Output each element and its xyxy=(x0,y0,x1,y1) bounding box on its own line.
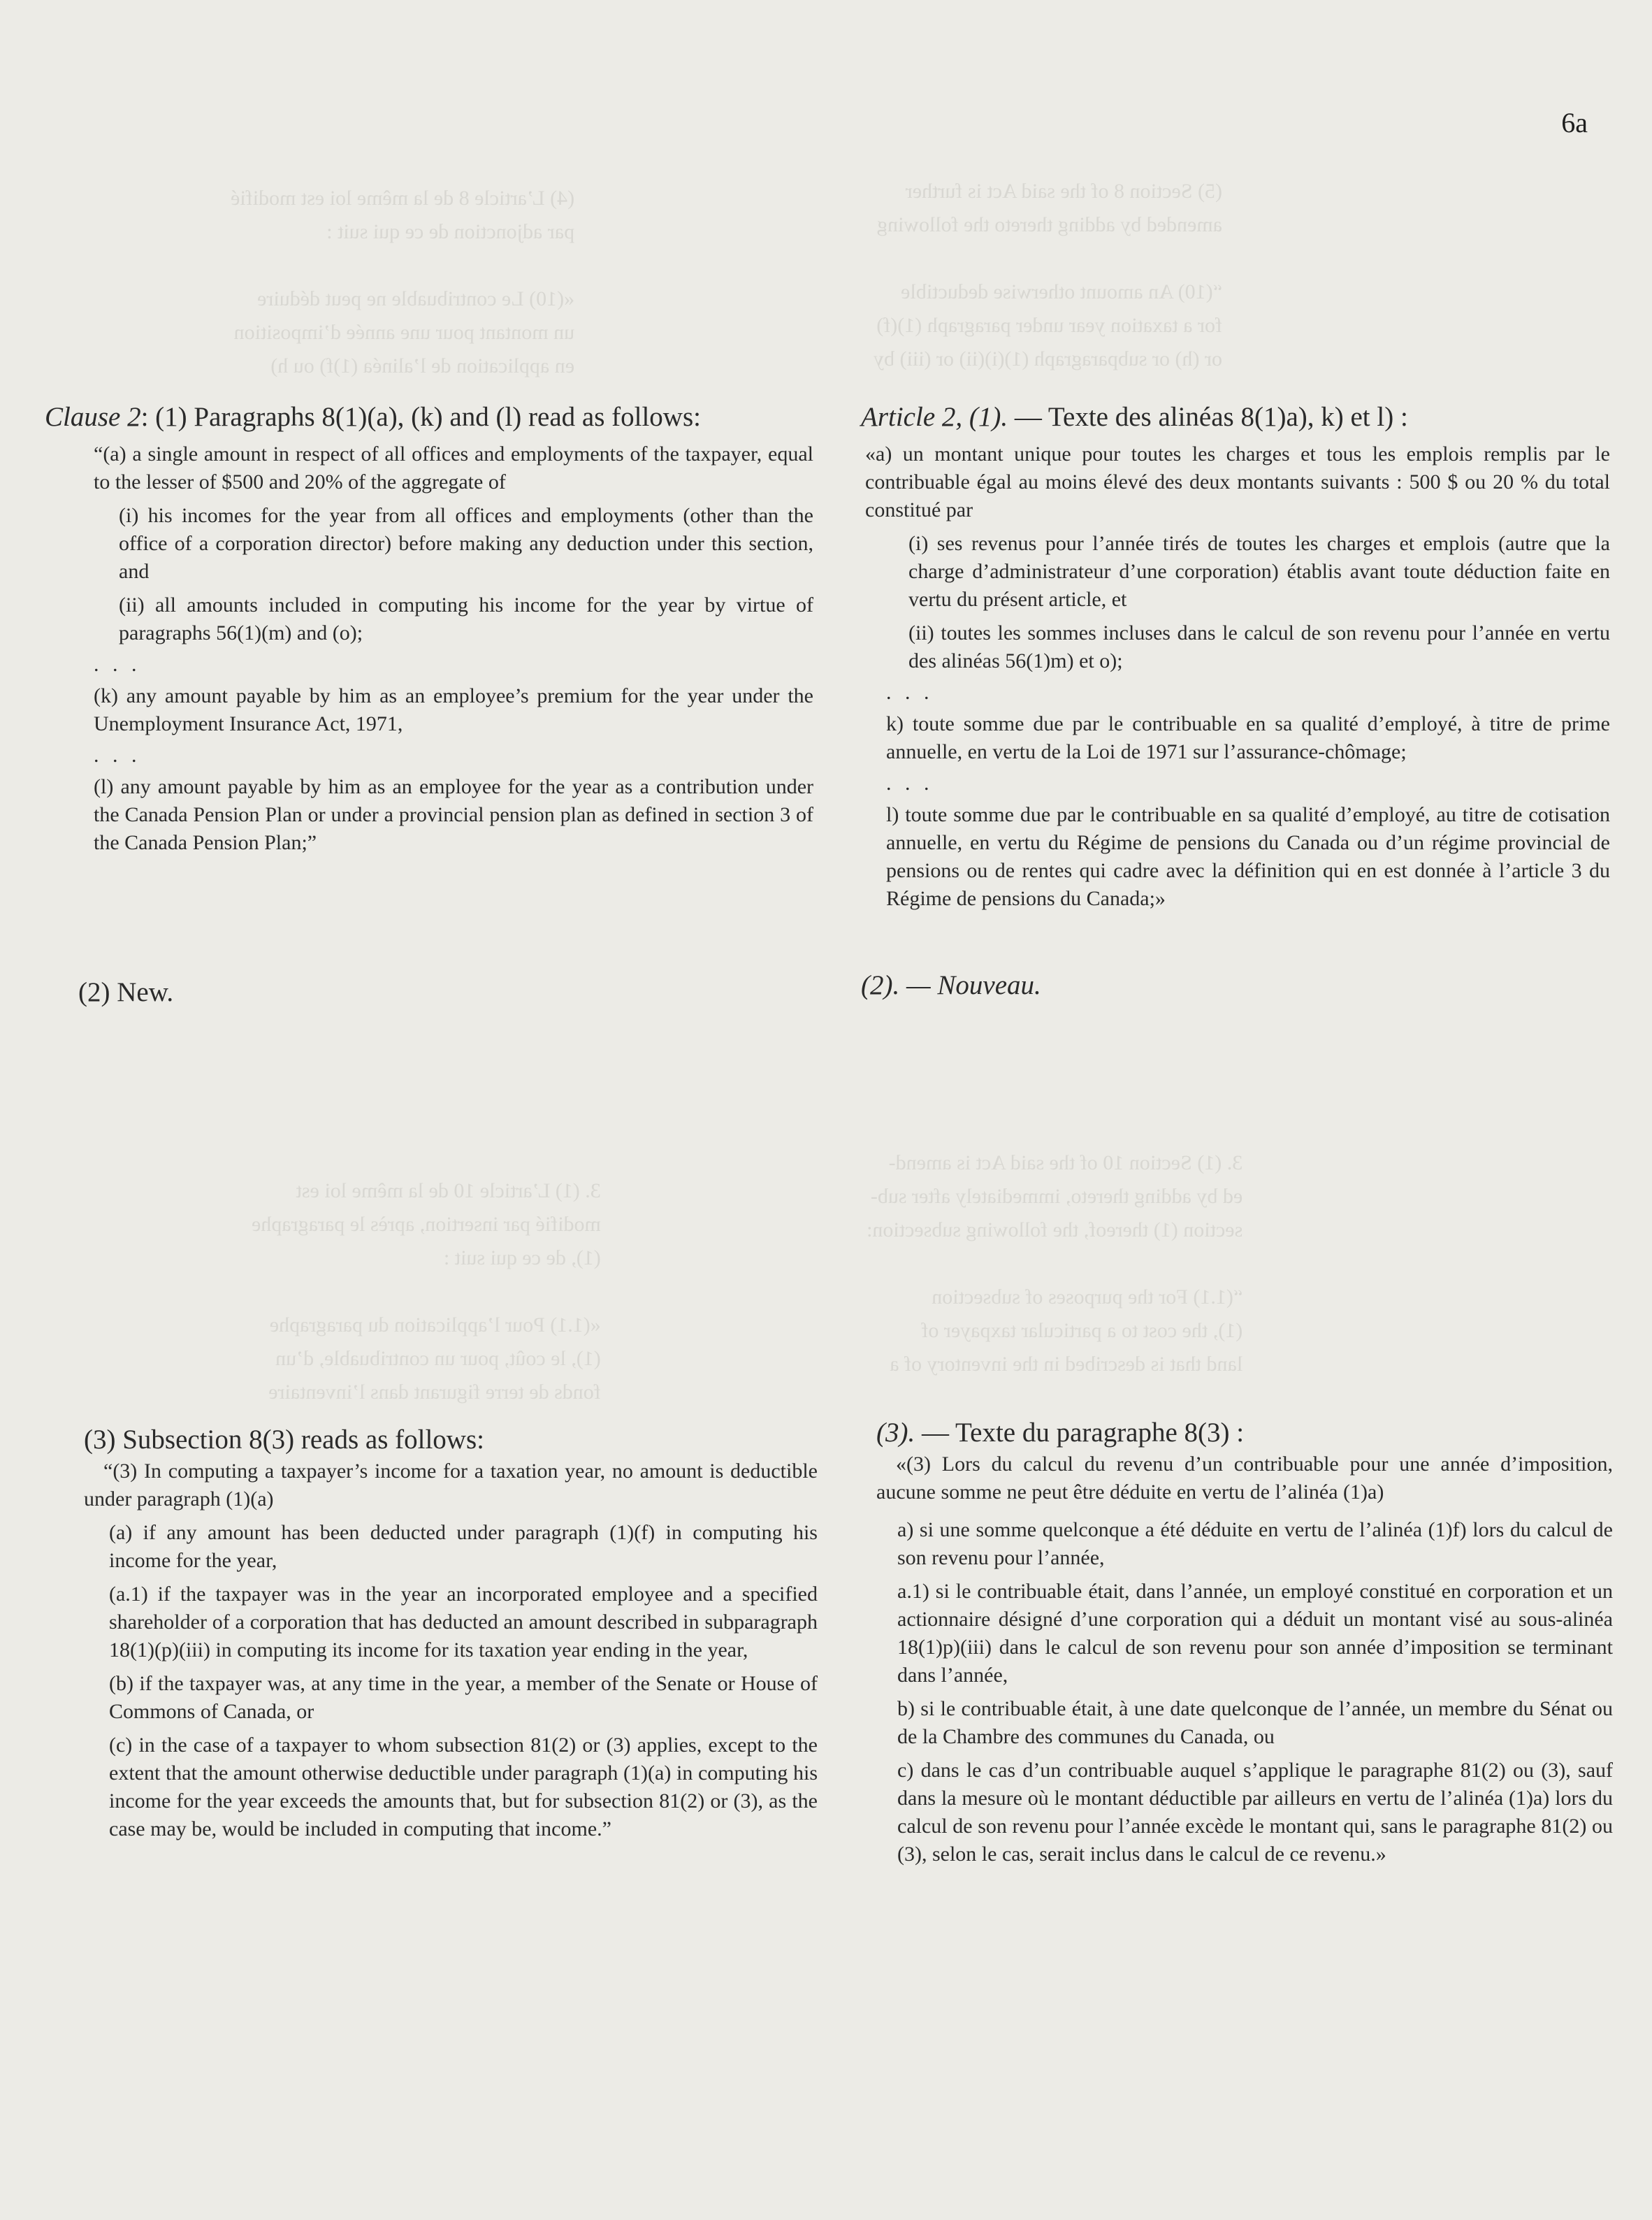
paragraph-a: “(a) a single amount in respect of all offices and employments of the taxpayer, equal to the lesser of $500 and 20% of the aggregate of xyxy=(94,442,813,493)
article-label: Article 2, (1). xyxy=(861,402,1008,432)
subsection-2-new: (2) New. xyxy=(78,977,174,1007)
paragraph-b: (b) if the taxpayer was, at any time in the year, a member of the Senate or House of Commons of Canada, or xyxy=(109,1672,818,1723)
alinea-c: c) dans le cas d’un contribuable auquel s’applique le paragraphe 81(2) ou (3), sauf dans la mesure où le montant déductible par ailleurs en vertu de l’alinéa (1)a) lors du calcul de son revenu pour l’année excède le montant qui, sans le paragraphe 81(2) ou (3), selon le cas, serait inclus dans le calcul de ce revenu.» xyxy=(897,1759,1613,1866)
clause-label: Clause 2 xyxy=(45,402,141,432)
ellipsis: . . . xyxy=(94,744,141,767)
paragraphe3-heading xyxy=(876,1415,1613,1450)
subparagraph-a-i: (i) his incomes for the year from all offices and employments (other than the office of a corporation director) before making any deduction under this section, and xyxy=(119,504,813,583)
subparagraph-a-ii: (ii) all amounts included in computing his income for the year by virtue of paragraphs 56(1)(m) and (o); xyxy=(119,593,813,644)
clause2-english xyxy=(45,400,813,857)
subsection3-intro: “(3) In computing a taxpayer’s income for a taxation year, no amount is deductible under paragraph (1)(a) xyxy=(84,1459,818,1511)
ellipsis: . . . xyxy=(886,681,934,704)
paragraphe3-label: (3). xyxy=(876,1418,915,1448)
subsection3-heading: (3) Subsection 8(3) reads as follows: xyxy=(84,1425,484,1455)
paragraph-k: (k) any amount payable by him as an employee’s premium for the year under the Unemployment Insurance Act, 1971, xyxy=(94,684,813,735)
alinea-a: a) si une somme quelconque a été déduite en vertu de l’alinéa (1)f) lors du calcul de son revenu pour l’année, xyxy=(897,1518,1613,1569)
subsection3-english xyxy=(84,1422,818,1843)
paragraph-l: (l) any amount payable by him as an employee for the year as a contribution under the Canada Pension Plan or under a provincial pension plan as defined in section 3 of the Canada Pension Plan;” xyxy=(94,775,813,854)
article2-heading xyxy=(861,400,1610,435)
paragraphe3-intro: «(3) Lors du calcul du revenu d’un contribuable pour une année d’imposition, aucune somme ne peut être déduite en vertu de l’alinéa (1)a) xyxy=(876,1453,1613,1504)
paragraph-a1: (a.1) if the taxpayer was in the year an incorporated employee and a specified shareholder of a corporation that has deducted an amount described in subparagraph 18(1)(p)(iii) in computing its income for its taxation year ending in the year, xyxy=(109,1583,818,1662)
clause2-heading xyxy=(45,400,813,435)
alinea-a1: a.1) si le contribuable était, dans l’année, un employé constitué en corporation et un actionnaire désigné d’une corporation qui a déduit un montant visé au sous-alinéa 18(1)p)(iii) dans le calcul de son revenu pour son année d’imposition se terminant dans l’année, xyxy=(897,1580,1613,1687)
bleed-through: 3. (1) L’article 10 de la même loi est modifié par insertion, après le paragraphe (1), de ce qui suit : «(1.1) Pour l’application du paragraphe (1), le coût, pour un contribuable, d’un fonds de terre figurant dans l’inventaire xyxy=(252,1179,601,1404)
alinea-k: k) toute somme due par le contribuable en sa qualité d’employé, à titre de prime annuelle, en vertu de la Loi de 1971 sur l’assurance-chômage; xyxy=(886,712,1610,763)
paragraph-c: (c) in the case of a taxpayer to whom subsection 81(2) or (3) applies, except to the extent that the amount otherwise deductible under paragraph (1)(a) in computing his income for the year exceeds the amounts that, but for subsection 81(2) or (3), as the case may be, would be included in computing that income.” xyxy=(109,1734,818,1840)
ellipsis: . . . xyxy=(94,653,141,676)
subsection3-french xyxy=(876,1415,1613,1868)
clause2-french xyxy=(861,400,1610,913)
sous-alinea-a-i: (i) ses revenus pour l’année tirés de toutes les charges et emplois (autre que la charge d’administrateur d’une corporation) établis avant toute déduction faite en vertu du présent article, et xyxy=(908,532,1610,611)
paragraphe-2-nouveau: (2). — Nouveau. xyxy=(861,970,1041,1000)
article2-heading-text: — Texte des alinéas 8(1)a), k) et l) : xyxy=(1008,402,1408,432)
clause2-heading-text: : (1) Paragraphs 8(1)(a), (k) and (l) read as follows: xyxy=(140,402,701,432)
alinea-b: b) si le contribuable était, à une date quelconque de l’année, un membre du Sénat ou de la Chambre des communes du Canada, ou xyxy=(897,1697,1613,1748)
alinea-a: «a) un montant unique pour toutes les charges et tous les emplois remplis par le contribuable égal au moins élevé des deux montants suivants : 500 $ ou 20 % du total constitué par xyxy=(865,442,1610,521)
bleed-through: (4) L’article 8 de la même loi est modifié par adjonction de ce qui suit : «(10) Le contribuable ne peut déduire un montant pour une année d’imposition en application de l’alinéa (1)f) ou h) xyxy=(231,187,575,377)
alinea-l: l) toute somme due par le contribuable en sa qualité d’employé, au titre de cotisation annuelle, en vertu du Régime de pensions du Canada ou d’un régime provincial de pensions ou de rentes qui cadre avec la définition qui en est donnée à l’article 3 du Régime de pensions du Canada;» xyxy=(886,803,1610,910)
paragraphe3-heading-text: — Texte du paragraphe 8(3) : xyxy=(915,1418,1245,1448)
bleed-through: 3. (1) Section 10 of the said Act is amend- ed by adding thereto, immediately after sub- section (1) thereof, the following subsection: “(1.1) For the purposes of subsection (1), the cost to a particular taxpayer of land that is described in the inventory of a xyxy=(867,1151,1243,1376)
sous-alinea-a-ii: (ii) toutes les sommes incluses dans le calcul de son revenu pour l’année en vertu des alinéas 56(1)m) et o); xyxy=(908,621,1610,672)
bleed-through: (5) Section 8 of the said Act is further amended by adding thereto the following “(10) An amount otherwise deductible for a taxation year under paragraph (1)(f) or (h) or subparagraph (1)(i)(ii) or (iii) by xyxy=(874,180,1222,370)
ellipsis: . . . xyxy=(886,772,934,795)
paragraph-a: (a) if any amount has been deducted under paragraph (1)(f) in computing his income for the year, xyxy=(109,1521,818,1572)
page-number: 6a xyxy=(1561,107,1588,138)
